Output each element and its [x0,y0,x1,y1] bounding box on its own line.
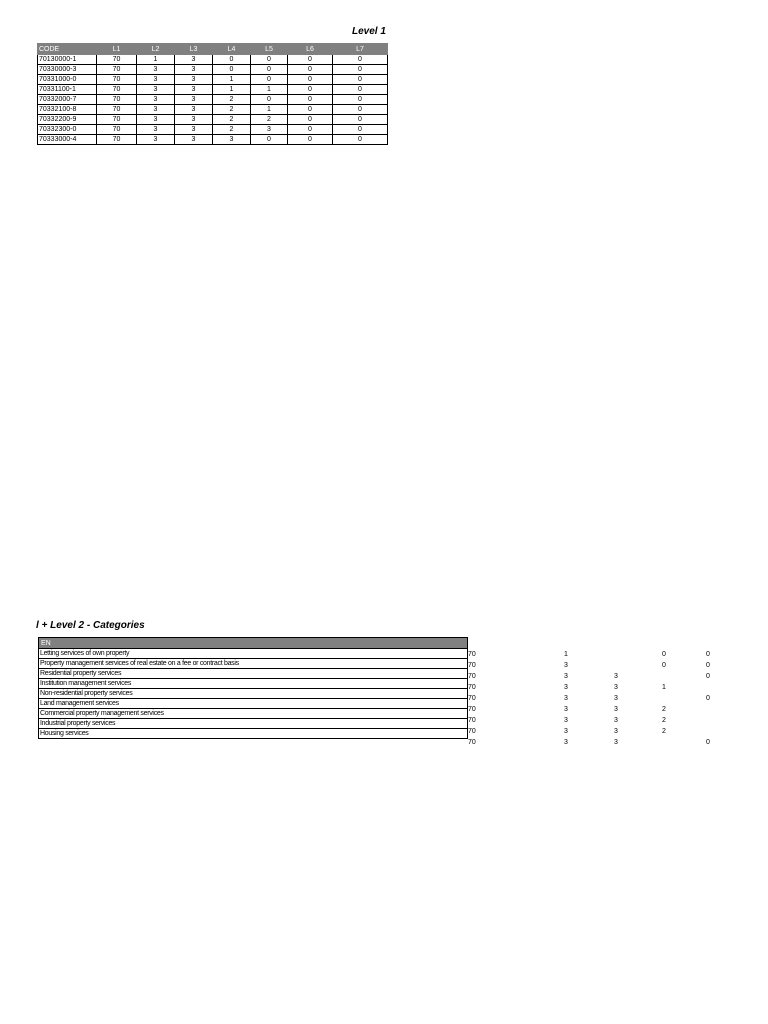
level-value: 3 [564,717,568,724]
table-header-row [38,44,388,55]
level-cell: 0 [288,95,333,105]
category-level-values [468,649,718,748]
level-value: 2 [662,706,666,713]
table-row [39,719,468,729]
level-cell: 0 [213,55,251,65]
level-cell: 0 [288,125,333,135]
table-row [39,709,468,719]
table-row [38,115,388,125]
table-row [39,659,468,669]
category-label: Land management services [39,699,468,709]
column-header-code: CODE [38,44,97,55]
level-cell: 3 [175,105,213,115]
value-row [468,704,718,715]
level-value: 70 [468,706,476,713]
category-label: Non-residential property services [39,689,468,699]
categories-table [38,637,468,739]
code-cell: 70332000-7 [38,95,97,105]
level-cell: 3 [175,115,213,125]
level-cell: 3 [137,85,175,95]
level-value: 0 [662,662,666,669]
level-cell: 0 [251,75,288,85]
column-header-l6: L6 [288,44,333,55]
level-value: 0 [706,651,710,658]
code-cell: 70332100-8 [38,105,97,115]
column-header-l2: L2 [137,44,175,55]
table-row [38,85,388,95]
level-cell: 70 [97,65,137,75]
level-cell: 70 [97,55,137,65]
table-row [39,699,468,709]
code-cell: 70130000-1 [38,55,97,65]
level-cell: 3 [137,65,175,75]
level-value: 1 [564,651,568,658]
table-row [38,105,388,115]
value-row [468,660,718,671]
level-cell: 1 [251,105,288,115]
level-cell: 3 [175,135,213,145]
level-cell: 3 [175,85,213,95]
category-label: Residential property services [39,669,468,679]
level-cell: 3 [213,135,251,145]
level-cell: 0 [251,135,288,145]
level-value: 3 [614,739,618,746]
level-cell: 0 [288,135,333,145]
value-row [468,715,718,726]
table-row [38,75,388,85]
table-row [39,689,468,699]
level-value: 70 [468,717,476,724]
level-value: 3 [564,684,568,691]
table-row [39,649,468,659]
level-cell: 3 [175,55,213,65]
level-value: 70 [468,651,476,658]
value-row [468,693,718,704]
level-cell: 0 [333,95,388,105]
code-cell: 70331000-0 [38,75,97,85]
level-value: 3 [564,728,568,735]
code-cell: 70333000-4 [38,135,97,145]
level-value: 2 [662,717,666,724]
table-row [39,729,468,739]
value-row [468,682,718,693]
level-cell: 0 [251,55,288,65]
code-cell: 70330000-3 [38,65,97,75]
level-value: 3 [614,717,618,724]
level-value: 70 [468,728,476,735]
value-row [468,737,718,748]
categories-title: l + Level 2 - Categories [36,620,145,631]
column-header-l3: L3 [175,44,213,55]
table-row [38,55,388,65]
level-value: 3 [614,684,618,691]
level-cell: 0 [251,65,288,75]
level-value: 3 [614,695,618,702]
column-header-l7: L7 [333,44,388,55]
level-value: 3 [614,706,618,713]
table-row [39,669,468,679]
level-value: 70 [468,739,476,746]
category-label: Institution management services [39,679,468,689]
level-cell: 70 [97,85,137,95]
level-1-title: Level 1 [352,26,386,37]
level-codes-table [37,43,388,145]
level-cell: 2 [213,105,251,115]
column-header-l4: L4 [213,44,251,55]
level-cell: 70 [97,75,137,85]
code-cell: 70332300-0 [38,125,97,135]
level-value: 2 [662,728,666,735]
level-cell: 2 [213,115,251,125]
level-value: 3 [564,739,568,746]
level-cell: 0 [288,75,333,85]
category-label: Letting services of own property [39,649,468,659]
level-cell: 1 [213,85,251,95]
category-label: Property management services of real estate on a fee or contract basis [39,659,468,669]
category-label: Commercial property management services [39,709,468,719]
value-row [468,726,718,737]
level-value: 0 [706,739,710,746]
level-value: 3 [564,706,568,713]
table-row [38,135,388,145]
level-value: 3 [564,695,568,702]
level-cell: 70 [97,95,137,105]
table-header-row [39,638,468,649]
level-cell: 3 [137,115,175,125]
table-row [38,95,388,105]
level-cell: 0 [288,115,333,125]
level-cell: 0 [333,115,388,125]
level-value: 0 [706,695,710,702]
level-cell: 0 [333,135,388,145]
category-label: Housing services [39,729,468,739]
table-row [39,679,468,689]
column-header-l1: L1 [97,44,137,55]
level-value: 3 [564,662,568,669]
level-cell: 0 [213,65,251,75]
level-cell: 0 [251,95,288,105]
column-header-en: EN [39,638,468,649]
level-cell: 3 [251,125,288,135]
level-cell: 0 [333,105,388,115]
level-cell: 0 [333,125,388,135]
level-cell: 0 [333,85,388,95]
level-cell: 1 [137,55,175,65]
level-value: 70 [468,673,476,680]
column-header-l5: L5 [251,44,288,55]
level-cell: 2 [213,95,251,105]
level-cell: 1 [251,85,288,95]
value-row [468,671,718,682]
table-row [38,125,388,135]
level-cell: 1 [213,75,251,85]
level-value: 0 [706,673,710,680]
level-cell: 3 [137,75,175,85]
level-value: 70 [468,662,476,669]
level-cell: 0 [333,55,388,65]
level-cell: 3 [175,75,213,85]
level-cell: 70 [97,125,137,135]
level-cell: 70 [97,135,137,145]
code-cell: 70331100-1 [38,85,97,95]
level-cell: 70 [97,115,137,125]
level-cell: 3 [175,95,213,105]
level-cell: 3 [175,65,213,75]
level-cell: 0 [288,85,333,95]
level-cell: 0 [333,75,388,85]
level-cell: 0 [333,65,388,75]
level-cell: 2 [251,115,288,125]
level-cell: 2 [213,125,251,135]
level-value: 70 [468,684,476,691]
level-cell: 0 [288,105,333,115]
level-cell: 0 [288,65,333,75]
category-label: Industrial property services [39,719,468,729]
level-cell: 0 [288,55,333,65]
level-cell: 3 [137,135,175,145]
value-row [468,649,718,660]
level-cell: 3 [137,125,175,135]
level-value: 3 [564,673,568,680]
level-value: 0 [706,662,710,669]
code-cell: 70332200-9 [38,115,97,125]
level-cell: 3 [137,105,175,115]
level-value: 1 [662,684,666,691]
table-row [38,65,388,75]
level-value: 3 [614,673,618,680]
level-value: 3 [614,728,618,735]
level-cell: 3 [137,95,175,105]
level-cell: 3 [175,125,213,135]
level-value: 70 [468,695,476,702]
level-cell: 70 [97,105,137,115]
level-value: 0 [662,651,666,658]
